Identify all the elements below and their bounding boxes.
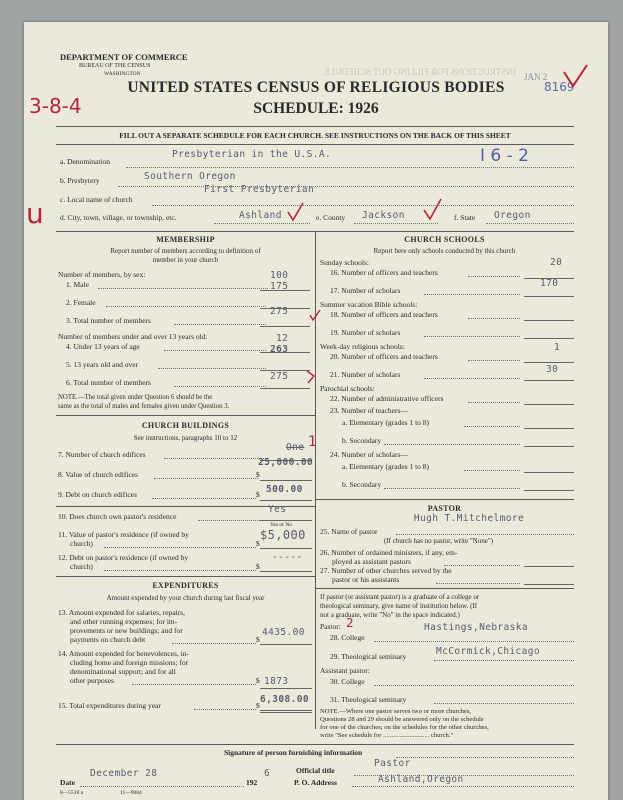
pastor-subsection-label: Pastor: — [320, 622, 341, 631]
check-mark-icon — [304, 368, 318, 386]
assistant-pastors-label: ployed as assistant pastors — [332, 557, 411, 566]
state-field[interactable]: Oregon — [494, 210, 531, 221]
city-town-label: d. City, town, village, or township, etc. — [60, 213, 177, 222]
pastor-mark: 2 — [346, 616, 354, 630]
pastor-note: for one of the churches; on the schedules for the other churches, — [320, 724, 489, 731]
edifices-count-field[interactable]: One — [286, 442, 305, 453]
total-members-2-label: 6. Total number of members — [66, 378, 151, 387]
department-label: DEPARTMENT OF COMMERCE — [60, 52, 188, 62]
total-members-field[interactable]: 275 — [270, 306, 289, 317]
yes-no-hint: Yes or No — [270, 522, 293, 528]
membership-note: NOTE.—The total given under Question 6 should be the — [58, 394, 213, 401]
city-field[interactable]: Ashland — [239, 210, 282, 221]
benevolences-label: other purposes — [70, 676, 114, 685]
edifices-mark: 1 — [308, 434, 317, 450]
official-title-field[interactable]: Pastor — [374, 758, 411, 769]
pastor-note: NOTE.—Where one pastor serves two or more churches, — [320, 708, 472, 715]
admin-officers-label: 22. Number of administrative officers — [330, 394, 444, 403]
schedule-number: 8169 — [544, 80, 575, 94]
reverse-bleed-text: INSTRUCTIONS FOR FILLING OUT SCHEDULE — [324, 67, 516, 77]
residence-debt-label: church) — [70, 562, 93, 571]
graduate-instruction: theological seminary, give name of institution below. (If — [320, 602, 478, 610]
elementary-scholars-label: a. Elementary (grades 1 to 8) — [342, 462, 430, 471]
running-expenses-label: and other running expenses; for im- — [70, 617, 178, 626]
buildings-sub: See instructions, paragraphs 10 to 12 — [133, 434, 238, 442]
other-churches-label: pastor or his assistants — [332, 575, 400, 584]
dollar-sign: $ — [256, 635, 260, 644]
assistant-pastor-label: Assistant pastor: — [320, 666, 370, 675]
city-label: WASHINGTON — [104, 71, 141, 77]
residence-debt-label: 12. Debt on pastor's residence (if owned by — [58, 553, 189, 562]
weekday-schools-label: Week-day religious schools: — [320, 342, 405, 351]
weekday-scholars-field[interactable]: 30 — [546, 364, 559, 375]
male-label: 1. Male — [66, 280, 89, 289]
pastor-name-field[interactable]: Hugh T.Mitchelmore — [413, 513, 525, 524]
other-churches-label: 27. Number of other churches served by the — [320, 566, 452, 575]
denomination-field[interactable]: Presbyterian in the U.S.A. — [172, 149, 332, 160]
dollar-sign: $ — [256, 470, 260, 479]
seminary-field[interactable]: McCormick,Chicago — [436, 646, 541, 657]
edifice-debt-label: 9. Debt on church edifices — [58, 490, 137, 499]
under-13-field[interactable]: 12 — [276, 333, 289, 344]
college-field[interactable]: Hastings,Nebraska — [424, 622, 529, 633]
total-expenditures-field[interactable]: 6,308.00 — [260, 694, 309, 705]
sunday-scholars-field[interactable]: 170 — [540, 278, 559, 289]
po-address-field[interactable]: Ashland,Oregon — [378, 774, 464, 785]
male-field[interactable]: 100 — [270, 270, 289, 281]
form-title: UNITED STATES CENSUS OF RELIGIOUS BODIES — [127, 79, 505, 96]
check-mark-icon — [422, 196, 444, 222]
check-mark-icon — [286, 200, 306, 222]
po-address-label: P. O. Address — [294, 778, 337, 787]
membership-heading: MEMBERSHIP — [156, 235, 215, 244]
pastor-note: Questions 28 and 29 should be answered only on the schedule — [320, 716, 484, 723]
buildings-heading: CHURCH BUILDINGS — [141, 421, 230, 430]
pastor-none-hint: (If church has no pastor, write "None") — [384, 537, 494, 545]
benevolences-label: cluding home and foreign missions; for — [70, 658, 189, 667]
by-sex-label: Number of members, by sex: — [58, 270, 146, 279]
bureau-label: BUREAU OF THE CENSUS — [79, 63, 151, 69]
date-field[interactable]: December 28 — [90, 768, 158, 779]
residence-value-label: 11. Value of pastor's residence (if owned by — [58, 530, 189, 539]
graduate-instruction: If pastor (or assistant pastor) is a graduate of a college or — [320, 593, 480, 601]
weekday-officers-label: 20. Number of officers and teachers — [330, 352, 438, 361]
form-number: 11—9084 — [120, 790, 142, 796]
membership-sub: Report number of members according to definition of — [110, 247, 261, 255]
weekday-officers-field[interactable]: 1 — [554, 342, 561, 353]
college-label: 28. College — [330, 633, 365, 642]
expenditures-heading: EXPENDITURES — [152, 581, 219, 590]
margin-mark: u — [26, 197, 44, 230]
schools-sub: Report here only schools conducted by this church — [373, 247, 516, 255]
running-expenses-field[interactable]: 4435.00 — [262, 627, 305, 638]
signature-label: Signature of person furnishing information — [224, 748, 363, 757]
own-residence-label: 10. Does church own pastor's residence — [58, 512, 177, 521]
presbytery-label: b. Presbytery — [60, 176, 100, 185]
teachers-label: 23. Number of teachers— — [330, 406, 408, 415]
local-name-field[interactable]: First Presbyterian — [204, 184, 315, 195]
sunday-schools-label: Sunday schools: — [320, 258, 369, 267]
parochial-schools-label: Parochial schools: — [320, 384, 375, 393]
schedule-title: SCHEDULE: 1926 — [253, 100, 379, 117]
handwritten-code: 3-8-4 — [29, 94, 82, 118]
assistant-college-label: 30. College — [330, 677, 365, 686]
under-13-label: 4. Under 13 years of age — [66, 342, 140, 351]
age-groups-label: Number of members under and over 13 years old: — [58, 332, 208, 341]
over-13-field[interactable]: 263 — [270, 344, 289, 355]
official-title-label: Official title — [296, 766, 335, 775]
census-schedule-sheet — [24, 22, 608, 800]
year-field[interactable]: 6 — [264, 768, 271, 779]
assistant-seminary-label: 31. Theological seminary — [330, 695, 407, 704]
residence-value-label: church) — [70, 539, 93, 548]
benevolences-label: denominational support; and for all — [70, 667, 176, 676]
expenditures-sub: Amount expended by your church during last fiscal year — [106, 594, 265, 602]
summer-schools-label: Summer vacation Bible schools: — [320, 300, 418, 309]
state-label: f. State — [454, 213, 476, 222]
edifices-count-label: 7. Number of church edifices — [58, 450, 146, 459]
dollar-sign: $ — [256, 539, 260, 548]
summer-scholars-label: 19. Number of scholars — [330, 328, 401, 337]
sunday-officers-field[interactable]: 20 — [550, 257, 563, 268]
year-prefix: 192 — [246, 778, 258, 787]
denomination-code: I 6 - 2 — [480, 146, 529, 166]
membership-sub: member in your church — [152, 256, 219, 264]
edifice-value-label: 8. Value of church edifices — [58, 470, 139, 479]
local-name-label: c. Local name of church — [60, 195, 133, 204]
dollar-sign: $ — [256, 676, 260, 685]
own-residence-field[interactable]: Yes — [268, 504, 287, 515]
running-expenses-label: provements or new buildings; and for — [70, 626, 183, 635]
total-members-label: 3. Total number of members — [66, 316, 151, 325]
date-label: Date — [60, 778, 75, 787]
county-field[interactable]: Jackson — [362, 210, 405, 221]
seminary-label: 29. Theological seminary — [330, 652, 407, 661]
check-mark-icon — [308, 308, 322, 322]
over-13-label: 5. 13 years old and over — [66, 360, 139, 369]
residence-value-field[interactable]: $5,000 — [260, 528, 306, 542]
membership-note: same as the total of males and females given under Question 3. — [58, 403, 230, 410]
pastor-note: write "See schedule for ............................ church." — [320, 732, 454, 739]
schools-heading: CHURCH SCHOOLS — [404, 235, 485, 244]
sunday-officers-label: 16. Number of officers and teachers — [330, 268, 438, 277]
sunday-scholars-label: 17. Number of scholars — [330, 286, 401, 295]
dollar-sign: $ — [256, 701, 260, 710]
county-label: e. County — [316, 213, 346, 222]
female-field[interactable]: 175 — [270, 281, 289, 292]
weekday-scholars-label: 21. Number of scholars — [330, 370, 401, 379]
scholars-label: 24. Number of scholars— — [330, 450, 408, 459]
edifice-debt-field[interactable]: 500.00 — [266, 484, 303, 495]
assistant-pastors-label: 26. Number of ordained ministers, if any, em- — [320, 548, 458, 557]
total-members-2-field[interactable]: 275 — [270, 371, 289, 382]
total-expenditures-label: 15. Total expenditures during year — [58, 701, 161, 710]
pastor-heading: PASTOR — [427, 504, 462, 513]
separate-schedule-instruction: FILL OUT A SEPARATE SCHEDULE FOR EACH CHURCH. SEE INSTRUCTIONS ON THE BACK OF THIS SHEET — [119, 131, 511, 140]
benevolences-label: 14. Amount expended for benevolences, in- — [58, 649, 190, 658]
running-expenses-label: 13. Amount expended for salaries, repairs, — [58, 608, 186, 617]
graduate-instruction: not a graduate, write "No" in the space indicated.) — [320, 611, 460, 619]
presbytery-field[interactable]: Southern Oregon — [144, 171, 236, 182]
date-stamp: JAN 2 — [524, 72, 548, 82]
secondary-teachers-label: b. Secondary — [342, 436, 382, 445]
dollar-sign: $ — [256, 562, 260, 571]
summer-officers-label: 18. Number of officers and teachers — [330, 310, 438, 319]
dollar-sign: $ — [256, 490, 260, 499]
form-number: 8—5518 a — [60, 790, 84, 796]
denomination-label: a. Denomination — [60, 157, 110, 166]
secondary-scholars-label: b. Secondary — [342, 480, 382, 489]
edifice-value-field[interactable]: 25,000.00 — [258, 457, 314, 468]
female-label: 2. Female — [66, 298, 96, 307]
benevolences-field[interactable]: 1873 — [264, 676, 289, 687]
pastor-name-label: 25. Name of pastor — [320, 527, 378, 536]
running-expenses-label: payments on church debt — [70, 635, 146, 644]
elementary-teachers-label: a. Elementary (grades 1 to 8) — [342, 418, 430, 427]
residence-debt-field[interactable]: ----- — [272, 552, 303, 563]
